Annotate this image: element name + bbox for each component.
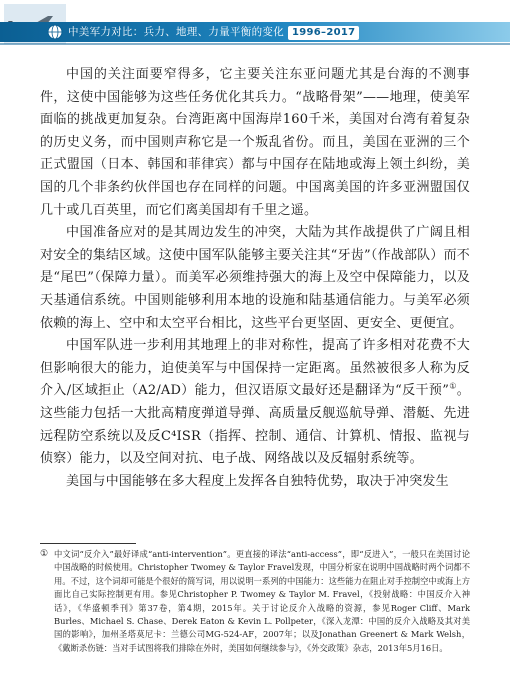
- body-text: [40, 64, 470, 493]
- header-title: [68, 24, 359, 40]
- footnote: [40, 547, 470, 655]
- globe-icon: [47, 24, 63, 40]
- running-header: [0, 0, 510, 52]
- paragraph-4: 美国与中国能够在多大程度上发挥各自独特优势，取决于冲突发生: [66, 473, 449, 489]
- paragraph-3-text-b: 。这些能力包括一大批高精度弹道导弹、高质量反舰巡航导弹、潜艇、先进远程防空系统以及反C⁴ISR（指挥、控制、通信、计算机、情报、监视与侦察）能力，以及空间对抗、电子战、网络战以及反辐射系统等。: [40, 383, 470, 467]
- footnote-reference[interactable]: ①: [449, 381, 457, 391]
- paragraph-3: [40, 335, 470, 471]
- paragraph-1: 中国的关注面要窄得多，它主要关注东亚问题尤其是台海的不测事件，这使中国能够为这些任务优化其兵力。“战略骨架”——地理，使美军面临的挑战更加复杂。台湾距离中国海岸160千米，美国对台湾有着复杂的历史义务，而中国则声称它是一个叛乱省份。而且，美国在亚洲的三个正式盟国（日本、韩国和菲律宾）都与中国存在陆地或海上领土纠纷，美国的几个非条约伙伴国也存在同样的问题。中国离美国的许多亚洲盟国仅几十或几百英里，而它们离美国却有千里之遥。: [40, 67, 470, 218]
- footnote-text: 中文词“反介入”最好译成“anti-intervention”。更直接的译法“anti-access”，即“反进入”，一般只在美国讨论中国战略的时候使用。Christopher Twomey & Taylor Fravel发现，中国分析家在说明中国战略时两个词都不用。不过，这个词却可能是个很好的简写词，用以说明一系列的中国能力：这些能力在阻止对手控制空中或海上方面比自己实际控制更有用。参见Christopher P. Twomey & Taylor M. Fravel，《投射战略：中国反介入神话》，《华盛顿季刊》第37卷，第4期，2015年。关于讨论反介入战略的资源，参见Roger Cliff、Mark Burles、Michael S. Chase、Derek Eaton & Kevin L. Pollpeter，《深入龙潭：中国的反介入战略及其对美国的影响》，加州圣塔莫尼卡：兰德公司MG-524-AF，2007年；以及Jonathan Greenert & Mark Welsh，《戴断杀伤链：当对手试图将我们排除在外时，美国如何继续参与》，《外交政策》杂志，2013年5月16日。: [54, 549, 470, 653]
- paragraph-2: 中国准备应对的是其周边发生的冲突，大陆为其作战提供了广阔且相对安全的集结区域。这使中国军队能够主要关注其“牙齿”（作战部队）而不是“尾巴”（保障力量）。而美军必须维持强大的海上及空中保障能力，以及天基通信系统。中国则能够利用本地的设施和陆基通信能力。与美军必须依赖的海上、空中和太空平台相比，这些平台更坚固、更安全、更便宜。: [40, 225, 470, 331]
- year-range-badge: 1996–2017: [288, 26, 359, 40]
- footnote-mark: ①: [40, 549, 49, 559]
- paragraph-3-text-a: 中国军队进一步利用其地理上的非对称性，提高了许多相对花费不大但影响很大的能力，迫使美军与中国保持一定距离。虽然被很多人称为反介入/区域拒止（A2/AD）能力，但汉语原文最好还是翻译为“反干预”: [40, 338, 470, 399]
- footnote-divider: [40, 543, 136, 544]
- book-title: 中美军力对比：兵力、地理、力量平衡的变化: [68, 26, 284, 38]
